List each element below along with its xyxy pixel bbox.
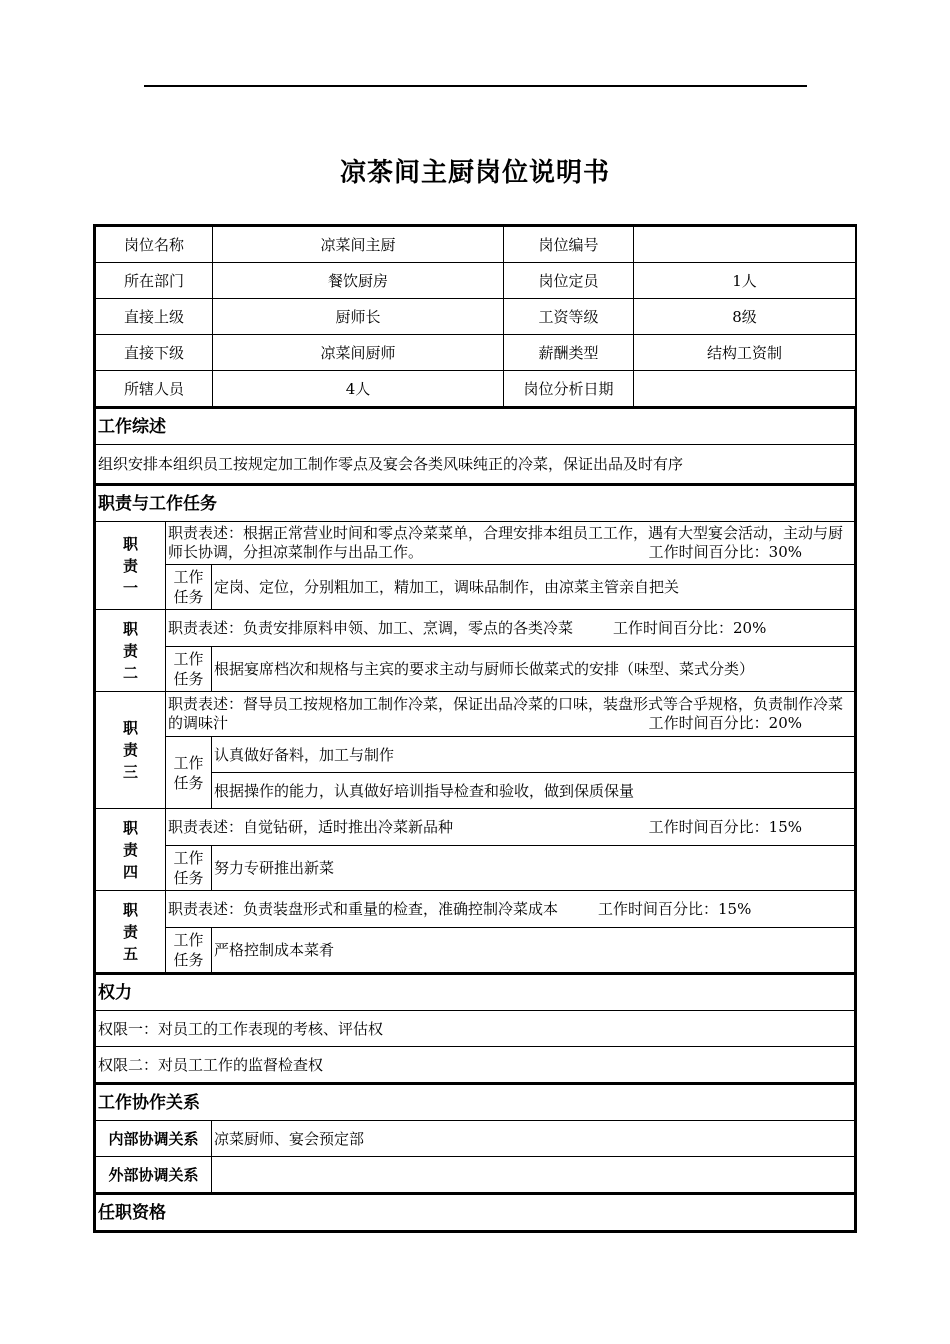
info-value	[634, 227, 856, 263]
external-relations-label: 外部协调关系	[96, 1157, 212, 1193]
duty-label: 职 责 三	[96, 692, 166, 809]
task-label: 工作 任务	[166, 846, 212, 891]
summary-table	[95, 407, 855, 484]
task-label: 工作 任务	[166, 928, 212, 973]
task-row	[96, 737, 855, 773]
task-row	[96, 565, 855, 610]
task-row	[96, 846, 855, 891]
duty-statement: 职责表述：负责装盘形式和重量的检查，准确控制冷菜成本 工作时间百分比：15%	[166, 891, 855, 928]
info-label: 岗位编号	[504, 227, 634, 263]
info-value: 餐饮厨房	[213, 263, 504, 299]
info-value: 厨师长	[213, 299, 504, 335]
duty-row	[96, 522, 855, 565]
task-text: 努力专研推出新菜	[212, 846, 855, 891]
info-value: 4人	[213, 371, 504, 407]
qualification-table	[95, 1193, 855, 1231]
info-label: 薪酬类型	[504, 335, 634, 371]
internal-relations-value: 凉菜厨师、宴会预定部	[212, 1121, 855, 1157]
section-heading-duties: 职责与工作任务	[96, 485, 855, 522]
duty-percent: 工作时间百分比：20%	[648, 714, 802, 732]
task-label: 工作 任务	[166, 565, 212, 610]
external-relations-value	[212, 1157, 855, 1193]
basic-info-table	[95, 226, 856, 407]
task-row	[96, 647, 855, 692]
duty-statement: 职责表述：负责安排原料申领、加工、烹调，零点的各类冷菜 工作时间百分比：20%	[166, 610, 855, 647]
info-value	[634, 371, 856, 407]
duty-label: 职 责 二	[96, 610, 166, 692]
duty-label: 职 责 五	[96, 891, 166, 973]
duty-statement: 职责表述：自觉钻研，适时推出冷菜新品种 工作时间百分比：15%	[166, 809, 855, 846]
info-label: 岗位定员	[504, 263, 634, 299]
task-label: 工作 任务	[166, 647, 212, 692]
duty-label: 职 责 一	[96, 522, 166, 610]
duty-row	[96, 610, 855, 647]
task-text: 严格控制成本菜肴	[212, 928, 855, 973]
info-label: 工资等级	[504, 299, 634, 335]
info-value: 凉菜间厨师	[213, 335, 504, 371]
task-label: 工作 任务	[166, 737, 212, 809]
section-heading-relations: 工作协作关系	[96, 1084, 855, 1121]
info-value: 8级	[634, 299, 856, 335]
duty-row	[96, 891, 855, 928]
info-row	[96, 335, 856, 371]
info-value: 结构工资制	[634, 335, 856, 371]
task-row	[96, 928, 855, 973]
duty-percent: 工作时间百分比：20%	[613, 618, 767, 637]
info-row	[96, 299, 856, 335]
duty-percent: 工作时间百分比：30%	[648, 543, 802, 561]
info-value: 1人	[634, 263, 856, 299]
job-description-table	[93, 224, 857, 1233]
info-label: 岗位名称	[96, 227, 213, 263]
info-row	[96, 227, 856, 263]
authority-item: 权限二：对员工工作的监督检查权	[96, 1047, 855, 1083]
duty-statement: 职责表述：督导员工按规格加工制作冷菜，保证出品冷菜的口味，装盘形式等合乎规格，负责制作冷菜的调味汁 工作时间百分比：20%	[166, 692, 855, 737]
page-title: 凉茶间主厨岗位说明书	[339, 158, 610, 188]
task-text: 根据宴席档次和规格与主宾的要求主动与厨师长做菜式的安排（味型、菜式分类）	[212, 647, 855, 692]
info-label: 所辖人员	[96, 371, 213, 407]
task-text: 认真做好备料，加工与制作	[212, 737, 855, 773]
info-label: 直接下级	[96, 335, 213, 371]
authority-item: 权限一：对员工的工作表现的考核、评估权	[96, 1011, 855, 1047]
duty-percent: 工作时间百分比：15%	[598, 899, 752, 918]
internal-relations-label: 内部协调关系	[96, 1121, 212, 1157]
task-text: 定岗、定位，分别粗加工，精加工，调味品制作，由凉菜主管亲自把关	[212, 565, 855, 610]
duty-label: 职 责 四	[96, 809, 166, 891]
info-label: 所在部门	[96, 263, 213, 299]
duty-percent: 工作时间百分比：15%	[648, 817, 802, 836]
section-heading-qualification: 任职资格	[96, 1194, 855, 1231]
duty-row	[96, 809, 855, 846]
section-heading-summary: 工作综述	[96, 408, 855, 445]
relations-table	[95, 1083, 855, 1193]
summary-text: 组织安排本组织员工按规定加工制作零点及宴会各类风味纯正的冷菜，保证出品及时有序	[96, 445, 855, 484]
duties-table	[95, 484, 855, 973]
info-label: 直接上级	[96, 299, 213, 335]
duty-row	[96, 692, 855, 737]
section-heading-authority: 权力	[96, 974, 855, 1011]
info-value: 凉菜间主厨	[213, 227, 504, 263]
authority-table	[95, 973, 855, 1083]
info-label: 岗位分析日期	[504, 371, 634, 407]
duty-statement: 职责表述：根据正常营业时间和零点冷菜菜单，合理安排本组员工工作，遇有大型宴会活动，主动与厨师长协调，分担凉菜制作与出品工作。 工作时间百分比：30%	[166, 522, 855, 565]
header-rule	[144, 85, 807, 87]
info-row	[96, 263, 856, 299]
info-row	[96, 371, 856, 407]
task-text: 根据操作的能力，认真做好培训指导检查和验收，做到保质保量	[212, 773, 855, 809]
